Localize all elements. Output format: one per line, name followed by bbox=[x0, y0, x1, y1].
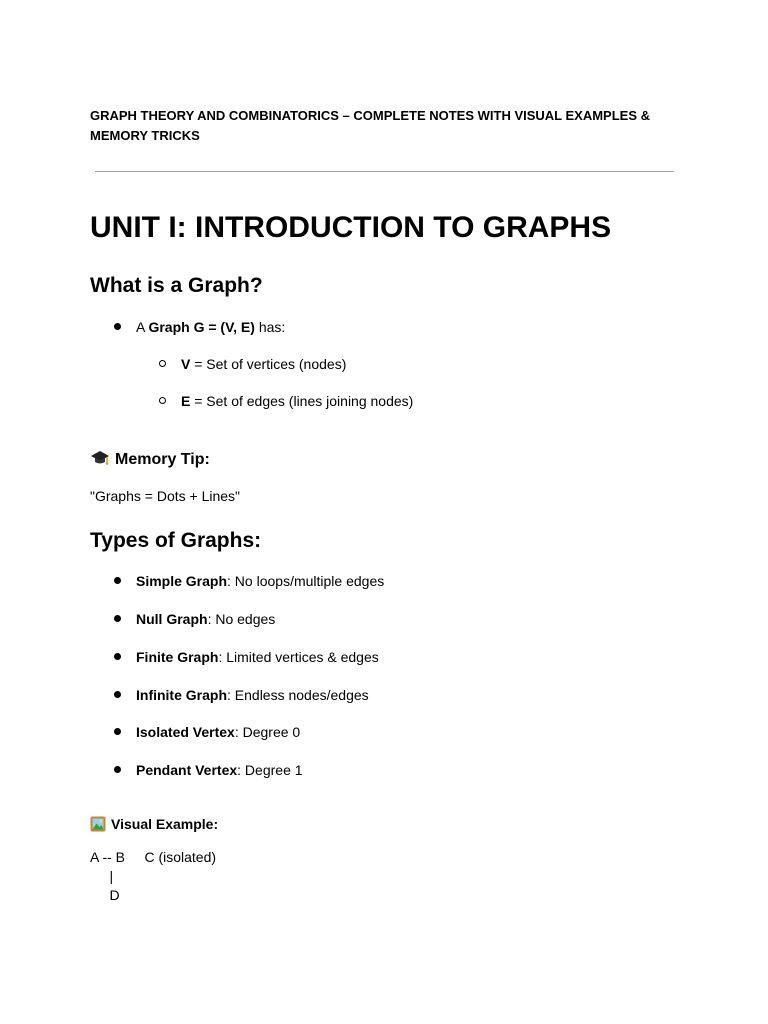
hollow-bullet-icon bbox=[159, 360, 166, 367]
memory-tip-heading: Memory Tip: bbox=[90, 449, 210, 474]
diagram-line: | bbox=[90, 868, 114, 884]
document-title: GRAPH THEORY AND COMBINATORICS – COMPLETE NOTES WITH VISUAL EXAMPLES & MEMORY TRICKS bbox=[90, 108, 651, 143]
list-item: Finite Graph: Limited vertices & edges bbox=[136, 647, 379, 667]
bullet-icon bbox=[114, 653, 121, 660]
bullet-icon bbox=[114, 728, 121, 735]
list-item: Infinite Graph: Endless nodes/edges bbox=[136, 685, 369, 705]
visual-example-diagram bbox=[90, 848, 216, 905]
bullet-icon bbox=[114, 615, 121, 622]
diagram-line: A -- B C (isolated) bbox=[90, 849, 217, 865]
list-item: Null Graph: No edges bbox=[136, 609, 275, 629]
bullet-icon bbox=[114, 577, 121, 584]
sub-list-item: V = Set of vertices (nodes) bbox=[181, 354, 346, 374]
types-of-graphs-heading: Types of Graphs: bbox=[90, 529, 262, 552]
memory-tip-text: "Graphs = Dots + Lines" bbox=[90, 488, 241, 504]
graph-definition-term: Graph G = (V, E) bbox=[148, 319, 255, 335]
framed-picture-icon bbox=[90, 816, 106, 837]
what-is-graph-heading: What is a Graph? bbox=[90, 274, 263, 297]
unit-heading: UNIT I: INTRODUCTION TO GRAPHS bbox=[90, 211, 612, 244]
horizontal-rule bbox=[95, 171, 674, 172]
bullet-icon bbox=[114, 323, 121, 330]
bullet-icon bbox=[114, 766, 121, 773]
sub-list-item: E = Set of edges (lines joining nodes) bbox=[181, 391, 413, 411]
bullet-icon bbox=[114, 691, 121, 698]
list-item: A Graph G = (V, E) has: bbox=[136, 317, 285, 337]
hollow-bullet-icon bbox=[159, 397, 166, 404]
list-item: Pendant Vertex: Degree 1 bbox=[136, 760, 303, 780]
list-item: Simple Graph: No loops/multiple edges bbox=[136, 571, 384, 591]
graduation-cap-icon bbox=[90, 449, 110, 474]
visual-example-heading: Visual Example: bbox=[90, 814, 218, 837]
list-item: Isolated Vertex: Degree 0 bbox=[136, 722, 300, 742]
diagram-line: D bbox=[90, 887, 120, 903]
